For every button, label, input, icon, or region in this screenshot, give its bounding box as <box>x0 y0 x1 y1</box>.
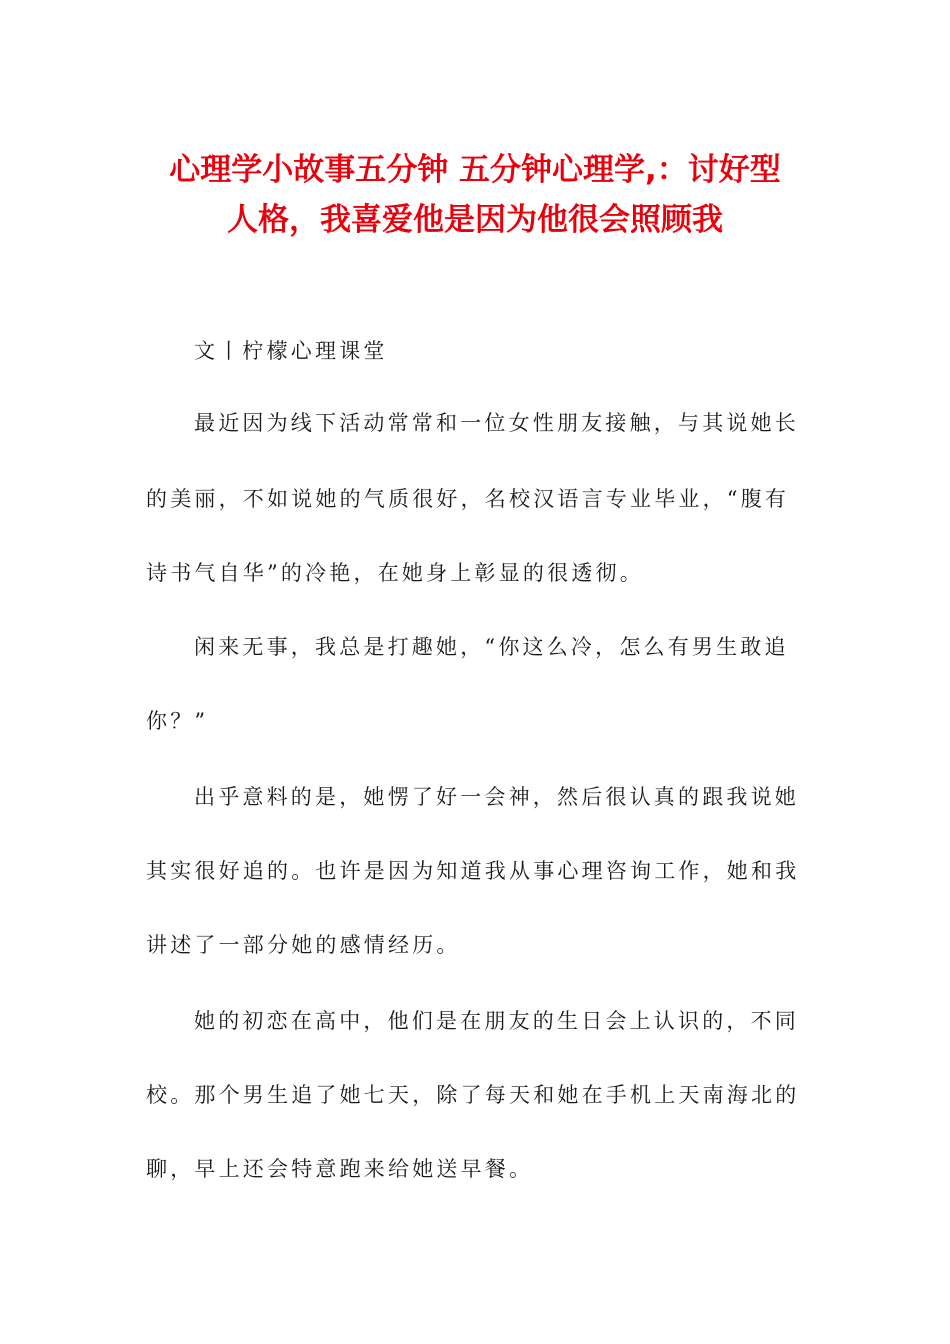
document-title-line-2: 人格，我喜爱他是因为他很会照顾我 <box>227 202 723 238</box>
paragraph-2-line-2: 你？” <box>146 709 209 733</box>
paragraph-1-line-3: 诗书气自华”的冷艳，在她身上彰显的很透彻。 <box>146 561 644 585</box>
paragraph-4-line-1: 她的初恋在高中，他们是在朋友的生日会上认识的，不同 <box>194 1009 799 1033</box>
paragraph-1-line-2: 的美丽，不如说她的气质很好，名校汉语言专业毕业，“腹有 <box>146 487 790 511</box>
paragraph-2-line-1: 闲来无事，我总是打趣她，“你这么冷，怎么有男生敢追 <box>194 635 789 659</box>
paragraph-3-line-3: 讲述了一部分她的感情经历。 <box>146 933 461 957</box>
paragraph-3-line-1: 出乎意料的是，她愣了好一会神，然后很认真的跟我说她 <box>194 785 799 809</box>
paragraph-4-line-2: 校。那个男生追了她七天，除了每天和她在手机上天南海北的 <box>146 1083 800 1107</box>
paragraph-1-line-1: 最近因为线下活动常常和一位女性朋友接触，与其说她长 <box>194 411 799 435</box>
paragraph-4-line-3: 聊，早上还会特意跑来给她送早餐。 <box>146 1157 534 1181</box>
paragraph-3-line-2: 其实很好追的。也许是因为知道我从事心理咨询工作，她和我 <box>146 859 800 883</box>
byline: 文丨柠檬心理课堂 <box>194 339 388 363</box>
document-title-line-1: 心理学小故事五分钟 五分钟心理学,：讨好型 <box>169 152 781 188</box>
